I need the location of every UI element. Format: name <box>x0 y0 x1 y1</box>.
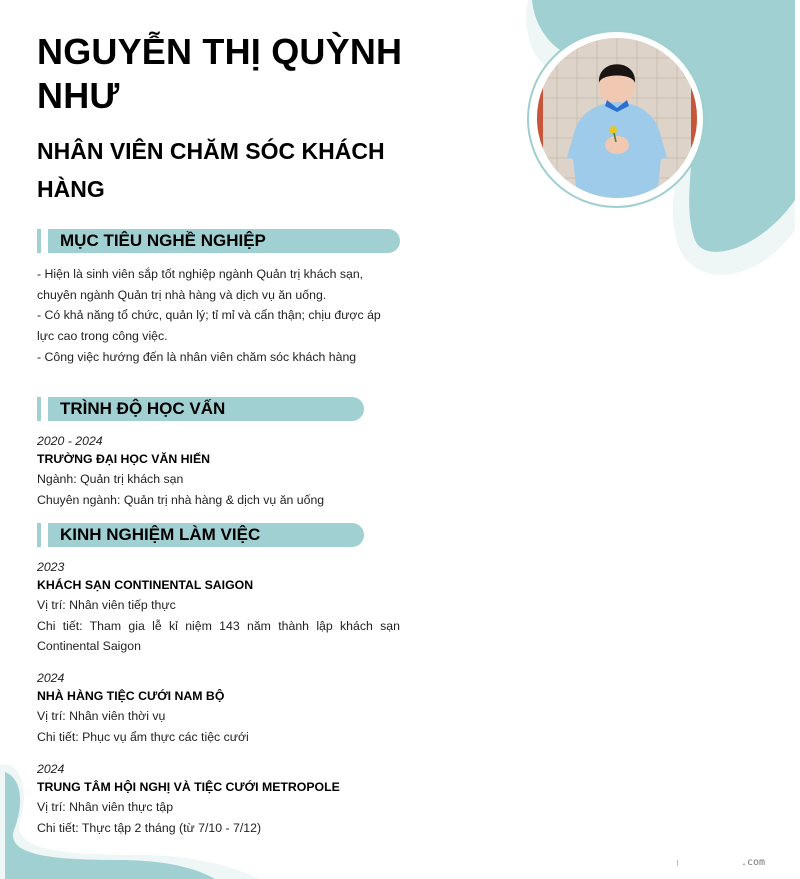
entry-detail: Chi tiết: Phục vụ ẩm thực các tiệc cưới <box>37 729 249 744</box>
experience-entry <box>37 559 400 657</box>
objective-text <box>37 264 400 368</box>
entry-position: Vị trí: Nhân viên thực tập <box>37 800 174 814</box>
candidate-name: NGUYỄN THỊ QUỲNH NHƯ <box>37 31 403 116</box>
section-accent-bar <box>37 397 41 421</box>
entry-position: Vị trí: Nhân viên tiếp thực <box>37 598 176 612</box>
entry-detail: Chi tiết: Tham gia lễ kỉ niệm 143 năm thành lập khách sạn Continental Saigon <box>37 618 400 653</box>
section-header-experience <box>37 523 364 547</box>
experience-entry <box>37 761 400 838</box>
education-entry <box>37 433 400 510</box>
entry-organization: TRƯỜNG ĐẠI HỌC VĂN HIẾN <box>37 452 211 466</box>
entry-date: 2024 <box>37 671 65 685</box>
entry-organization: KHÁCH SẠN CONTINENTAL SAIGON <box>37 578 254 592</box>
entry-organization: NHÀ HÀNG TIỆC CƯỚI NAM BỘ <box>37 689 225 703</box>
objective-line: - Công việc hướng đến là nhân viên chăm sóc khách hàng <box>37 349 357 364</box>
section-header-education <box>37 397 364 421</box>
portrait-photo-icon <box>537 38 697 198</box>
section-header-objective <box>37 229 400 253</box>
entry-date: 2023 <box>37 560 65 574</box>
entry-date: 2024 <box>37 762 65 776</box>
section-title: KINH NGHIỆM LÀM VIỆC <box>48 523 364 547</box>
entry-line: Chuyên ngành: Quản trị nhà hàng & dịch vụ ăn uống <box>37 492 325 507</box>
entry-line: Ngành: Quản trị khách sạn <box>37 472 184 486</box>
entry-position: Vị trí: Nhân viên thời vụ <box>37 709 166 723</box>
footer-mark <box>677 860 678 866</box>
entry-date: 2020 - 2024 <box>37 434 103 448</box>
section-accent-bar <box>37 523 41 547</box>
entry-organization: TRUNG TÂM HỘI NGHỊ VÀ TIỆC CƯỚI METROPOLE <box>37 780 340 794</box>
objective-line: - Có khả năng tổ chức, quản lý; tỉ mỉ và cẩn thận; chịu được áp lực cao trong công việc. <box>37 308 381 344</box>
section-accent-bar <box>37 229 41 253</box>
section-title: MỤC TIÊU NGHỀ NGHIỆP <box>48 229 400 253</box>
objective-line: - Hiện là sinh viên sắp tốt nghiệp ngành Quản trị khách sạn, chuyên ngành Quản trị nhà hàng và dịch vụ ăn uống. <box>37 267 364 302</box>
section-title: TRÌNH ĐỘ HỌC VẤN <box>48 397 364 421</box>
job-title: NHÂN VIÊN CHĂM SÓC KHÁCH HÀNG <box>37 138 385 202</box>
entry-detail: Chi tiết: Thực tập 2 tháng (từ 7/10 - 7/12) <box>37 820 262 835</box>
footer-watermark: .com <box>741 857 766 868</box>
avatar <box>537 38 697 198</box>
experience-entry <box>37 670 400 747</box>
